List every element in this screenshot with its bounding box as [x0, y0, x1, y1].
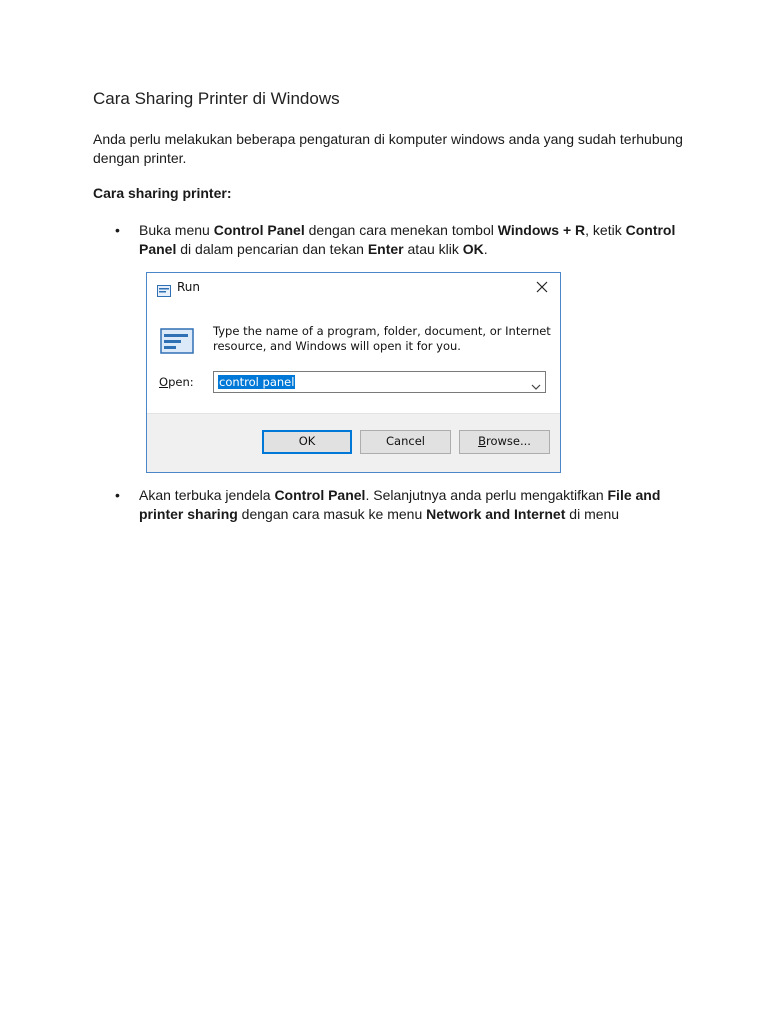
cancel-button[interactable]: Cancel	[360, 430, 451, 454]
step-text: dengan cara menekan tombol	[304, 222, 498, 238]
bullet: •	[115, 222, 120, 238]
step-text: di dalam pencarian dan tekan	[176, 240, 368, 257]
browse-label-text: rowse...	[485, 434, 531, 448]
bullet: •	[115, 487, 120, 503]
step-text: dengan cara masuk ke menu	[237, 505, 427, 522]
step-text: atau klik	[403, 240, 463, 257]
step-text: di menu	[565, 505, 620, 522]
run-dialog-title: Run	[177, 280, 201, 294]
step-bold: OK	[462, 240, 484, 257]
browse-button[interactable]	[459, 430, 550, 454]
page-title: Cara Sharing Printer di Windows	[93, 89, 340, 108]
section-heading: Cara sharing printer:	[93, 185, 232, 201]
step-bold: File and printer sharing	[139, 487, 661, 522]
chevron-down-icon[interactable]	[531, 377, 541, 396]
browse-accesskey: B	[478, 434, 486, 448]
step-text: Buka menu	[139, 222, 214, 238]
open-label-text: pen:	[168, 375, 194, 389]
run-icon	[157, 282, 171, 301]
step-bold: Control Panel	[274, 487, 366, 503]
step-bold: Network and Internet	[426, 505, 566, 522]
ok-button[interactable]: OK	[262, 430, 352, 454]
run-dialog	[146, 272, 561, 473]
open-combobox[interactable]	[213, 371, 546, 393]
intro-paragraph: Anda perlu melakukan beberapa pengaturan di komputer windows anda yang sudah terhubung dengan printer.	[93, 131, 683, 166]
run-dialog-titlebar	[147, 273, 560, 303]
step-bold: Control Panel	[213, 222, 305, 238]
step-bold: Windows + R	[497, 222, 586, 238]
open-label	[159, 375, 194, 389]
run-icon	[160, 328, 194, 358]
run-dialog-description: Type the name of a program, folder, document, or Internet resource, and Windows will open it for you.	[213, 324, 551, 353]
open-input-value[interactable]: control panel	[219, 375, 295, 389]
step-bold: Enter	[367, 240, 404, 257]
step-text: , ketik	[585, 222, 626, 238]
list-item-step-2	[115, 486, 699, 523]
list-item-step-1	[115, 221, 699, 258]
close-icon[interactable]	[532, 277, 552, 297]
step-text: . Selanjutnya anda perlu mengaktifkan	[365, 487, 608, 503]
step-text: .	[483, 240, 488, 257]
step-bold: Control Panel	[139, 222, 676, 257]
open-label-accesskey: O	[159, 375, 169, 389]
run-dialog-footer	[147, 413, 560, 472]
step-text: Akan terbuka jendela	[139, 487, 275, 503]
